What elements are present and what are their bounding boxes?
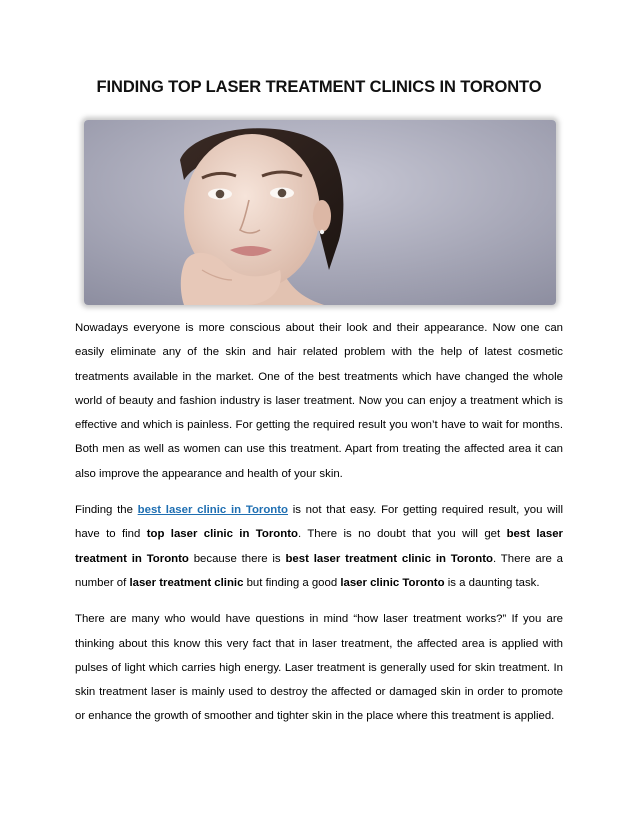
paragraph xyxy=(75,316,563,486)
text-run: but finding a good xyxy=(243,576,341,589)
text-run: . There are a number of xyxy=(75,552,563,589)
bold-keyword: best laser treatment in Toronto xyxy=(75,528,563,565)
text-run: Finding the xyxy=(75,504,138,517)
bold-keyword: laser treatment clinic xyxy=(129,576,244,589)
text-run: There are many who would have questions in mind “how laser treatment works?” If you are thinking about this know this very fact that in laser treatment, the affected area is applied with pulses of light which carries high energy. Laser treatment is generally used for skin treatment. In skin treatment laser is mainly used to destroy the affected or damaged skin in order to promote or enhance the growth of smoother and tighter skin in the place where this treatment is applied. xyxy=(75,613,563,723)
bold-keyword: best laser treatment clinic in Toronto xyxy=(285,552,493,565)
page-title: FINDING TOP LASER TREATMENT CLINICS IN TORONTO xyxy=(96,78,542,96)
text-run: is not that easy. For getting required result, you will have to find xyxy=(75,504,563,541)
woman-face-photo xyxy=(84,120,556,305)
bold-keyword: laser clinic Toronto xyxy=(340,576,445,589)
text-run: Nowadays everyone is more conscious about their look and their appearance. Now one can easily eliminate any of the skin and hair related problem with the help of latest cosmetic treatments available in the market. One of the best treatments which have changed the whole world of beauty and fashion industry is laser treatment. Now you can enjoy a treatment which is effective and which is painless. For getting the required result you won’t have to wait for months. Both men as well as women can use this treatment. Apart from treating the affected area it can also improve the appearance and health of your skin. xyxy=(75,322,563,480)
text-run: because there is xyxy=(188,552,286,565)
paragraph xyxy=(75,498,563,595)
paragraph xyxy=(75,607,563,728)
inline-link[interactable]: best laser clinic in Toronto xyxy=(137,504,288,517)
article-body xyxy=(75,316,563,741)
text-run: is a daunting task. xyxy=(444,576,540,589)
bold-keyword: top laser clinic in Toronto xyxy=(146,528,298,541)
text-run: . There is no doubt that you will get xyxy=(297,528,507,541)
